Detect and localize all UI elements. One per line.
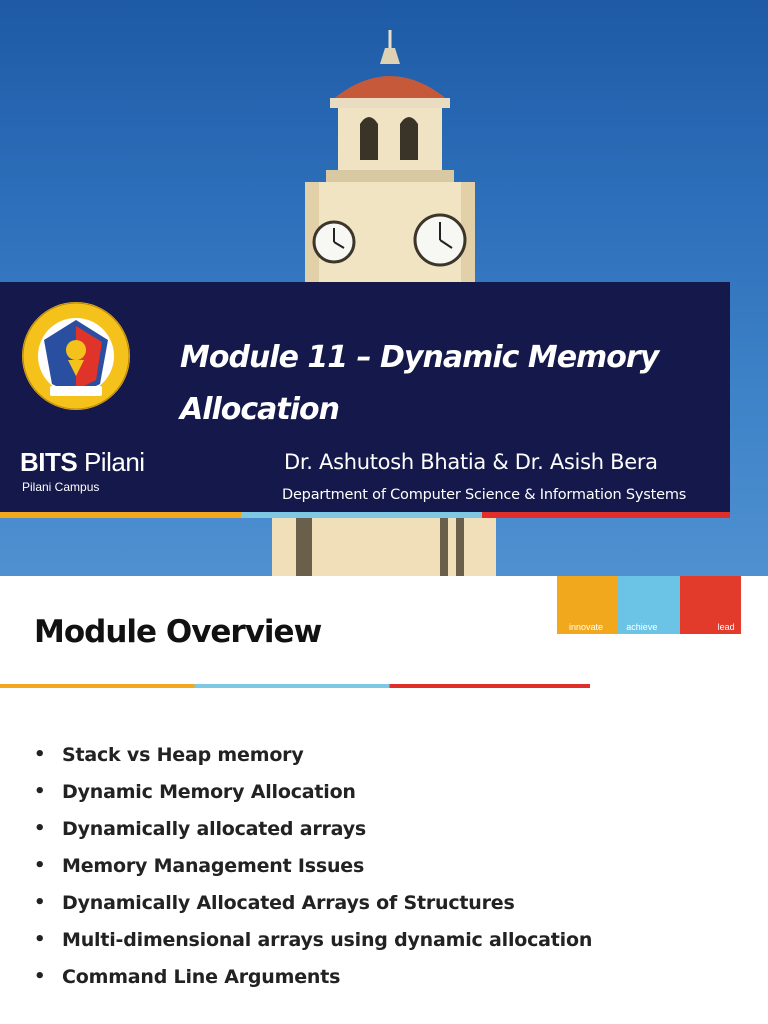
tagline-bar — [557, 576, 741, 634]
overview-slide — [0, 576, 768, 1024]
overview-heading: Module Overview — [34, 614, 322, 650]
list-item: • Multi-dimensional arrays using dynamic allocation — [34, 929, 592, 966]
brand-light: Pilani — [83, 447, 145, 477]
list-item: • Dynamically allocated arrays — [34, 818, 592, 855]
bits-emblem-icon — [20, 300, 132, 412]
list-item: • Dynamic Memory Allocation — [34, 781, 592, 818]
brand-bold: BITS — [20, 447, 78, 477]
banner-color-stripe — [0, 512, 730, 518]
list-item: • Command Line Arguments — [34, 966, 592, 1003]
list-item: • Memory Management Issues — [34, 855, 592, 892]
campus-label: Pilani Campus — [22, 480, 100, 494]
list-item: • Stack vs Heap memory — [34, 744, 592, 781]
topic-list — [34, 744, 592, 1003]
tag-lead-label: lead — [717, 622, 735, 632]
tag-achieve-label: achieve — [626, 622, 658, 632]
list-item: • Dynamically Allocated Arrays of Structures — [34, 892, 592, 929]
slide-title: Module 11 – Dynamic Memory Allocation — [180, 340, 659, 427]
overview-color-stripe — [0, 684, 590, 688]
bits-pilani-logo — [20, 447, 145, 478]
tag-innovate — [557, 576, 618, 634]
tag-innovate-label: innovate — [569, 622, 604, 632]
tag-achieve — [618, 576, 679, 634]
authors: Dr. Ashutosh Bhatia & Dr. Asish Bera — [284, 450, 658, 474]
department: Department of Computer Science & Information Systems — [282, 487, 687, 503]
tag-lead — [680, 576, 741, 634]
